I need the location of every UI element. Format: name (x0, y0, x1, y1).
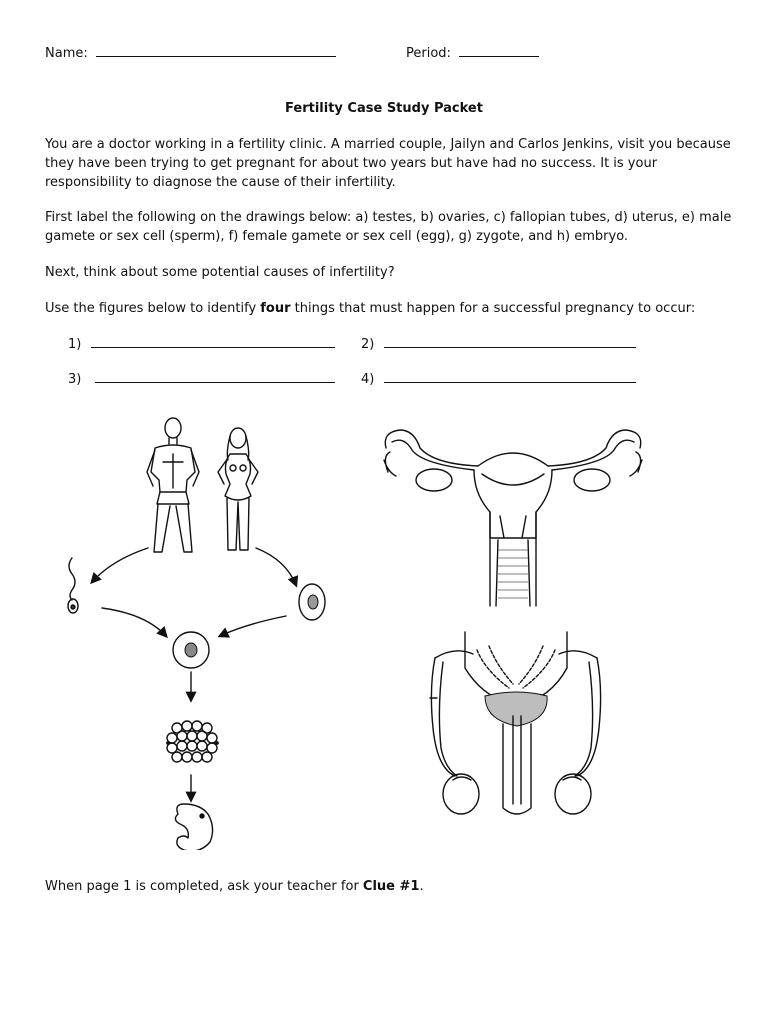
name-blank[interactable] (96, 56, 336, 57)
female-reproductive-figure (378, 420, 648, 610)
answer-2-blank[interactable] (384, 347, 636, 348)
answer-2 (361, 337, 636, 352)
answer-number: 4) (361, 372, 375, 387)
page-title: Fertility Case Study Packet (285, 101, 483, 116)
answer-number: 2) (361, 337, 375, 352)
answer-4-blank[interactable] (384, 382, 636, 383)
period-row (406, 46, 539, 61)
answer-1 (68, 337, 335, 352)
answer-number: 1) (68, 337, 82, 352)
egg-cell (299, 584, 325, 620)
vaginal-canal-hatching (498, 550, 528, 598)
footer-note (45, 877, 735, 896)
testes (443, 774, 591, 814)
prostate-gland (485, 692, 547, 726)
causes-prompt: Next, think about some potential causes of infertility? (45, 265, 395, 280)
uterus-outline (385, 430, 640, 606)
identify-prompt-text: Use the figures below to identify (45, 301, 261, 316)
penis-outline (503, 716, 531, 814)
identify-prompt-bold: four (260, 301, 291, 316)
arrow-sperm-to-zygote (102, 608, 166, 636)
reproduction-sequence-figure (50, 410, 350, 850)
footer-text: When page 1 is completed, ask your teacher for (45, 879, 363, 894)
name-label: Name: (45, 46, 88, 61)
fallopian-fimbriae (384, 452, 642, 476)
answer-1-blank[interactable] (91, 347, 335, 348)
male-reproductive-figure (425, 628, 610, 823)
label-instructions: First label the following on the drawings below: a) testes, b) ovaries, c) fallopian tubes, d) uterus, e) male gamete or sex cell (sperm), f) female gamete or sex cell (egg), g) zygote, and h) embryo. (45, 210, 732, 244)
seminal-vesicles (477, 646, 555, 688)
arrow-to-egg (256, 548, 296, 585)
arrow-egg-to-zygote (220, 616, 286, 636)
period-blank[interactable] (459, 56, 539, 57)
identify-prompt (45, 299, 735, 318)
man-figure (147, 418, 199, 552)
identify-prompt-text-end: things that must happen for a successful pregnancy to occur: (290, 301, 696, 316)
ovaries (416, 469, 610, 491)
answer-3-blank[interactable] (95, 382, 335, 383)
footer-period: . (419, 879, 424, 894)
intro-paragraph: You are a doctor working in a fertility clinic. A married couple, Jailyn and Carlos Jenkins, visit you because they have been trying to get pregnant for about two years but have had no success. It is your responsibility to diagnose the cause of their infertility. (45, 137, 731, 190)
zygote-cell (173, 632, 209, 668)
clue-reference: Clue #1 (362, 879, 420, 894)
arrow-to-sperm (92, 548, 148, 582)
woman-figure (218, 428, 258, 550)
embryo (175, 804, 212, 850)
period-label: Period: (406, 46, 451, 61)
answer-3 (68, 372, 335, 387)
cell-cluster (167, 721, 218, 762)
name-row (45, 46, 336, 61)
answer-4 (361, 372, 636, 387)
answer-number: 3) (68, 372, 82, 387)
sperm-cell (68, 558, 78, 613)
